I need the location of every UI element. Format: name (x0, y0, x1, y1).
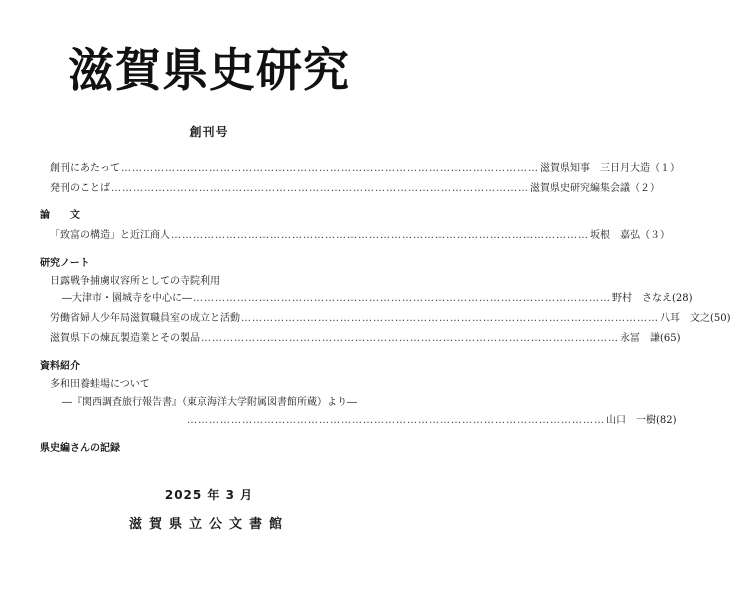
toc-entry-page: (28) (672, 293, 693, 304)
toc-entry-note-3 (50, 332, 681, 346)
toc-entry-page: （１） (650, 163, 680, 174)
leader-dots: …………………………………………………………………………………………………… (171, 230, 589, 241)
toc-entry-title: 発刊のことば (50, 183, 110, 194)
leader-dots: …………………………………………………………………………………………………… (193, 293, 611, 304)
journal-title: 滋賀県史研究 (68, 43, 350, 97)
toc-entry-author: 八耳 文之 (660, 313, 710, 324)
toc-entry-subtitle: ―『関西調査旅行報告書』（東京海洋大学附属図書館所蔵）より― (62, 397, 357, 408)
section-heading-research-notes: 研究ノート (40, 258, 90, 269)
section-heading-records: 県史編さんの記録 (40, 443, 120, 454)
toc-entry-title: 「致富の構造」と近江商人 (50, 230, 170, 241)
toc-entry-author: 山口 一樹 (606, 415, 656, 426)
toc-entry-title: 労働省婦人少年局滋賀職員室の成立と活動 (50, 313, 240, 324)
leader-dots: …………………………………………………………………………………………………… (111, 183, 529, 194)
toc-entry-author: 永冨 謙 (620, 333, 660, 344)
toc-entry-title: 創刊にあたって (50, 163, 120, 174)
publication-date: 2025 年 3 月 (164, 488, 254, 502)
toc-entry-title: 日露戦争捕虜収容所としての寺院利用 (50, 276, 220, 287)
toc-entry-author: 滋賀県史研究編集会議 (530, 183, 630, 194)
leader-dots: …………………………………………………………………………………………………… (201, 333, 619, 344)
toc-entry-author: 滋賀県知事 三日月大造 (540, 163, 650, 174)
leader-dots: …………………………………………………………………………………………………… (241, 313, 659, 324)
toc-entry-article (50, 229, 670, 243)
toc-entry-author: 坂根 嘉弘 (590, 230, 640, 241)
section-heading-materials: 資料紹介 (40, 361, 80, 372)
toc-entry-note-2 (50, 312, 731, 326)
toc-entry-launch-words (50, 182, 660, 196)
toc-entry-title: 滋賀県下の煉瓦製造業とその製品 (50, 333, 200, 344)
publisher-name: 滋賀県立公文書館 (128, 517, 289, 532)
toc-entry-page: (65) (660, 333, 681, 344)
toc-entry-author: 野村 さなえ (612, 293, 672, 304)
toc-entry-foreword (50, 162, 680, 176)
toc-entry-title: 多和田養蛙場について (50, 379, 150, 390)
toc-entry-material (186, 414, 677, 428)
toc-entry-page: (82) (656, 415, 677, 426)
toc-entry-page: (50) (710, 313, 731, 324)
leader-dots: …………………………………………………………………………………………………… (187, 415, 605, 426)
section-heading-articles: 論 文 (40, 210, 80, 221)
toc-entry-subtitle: ―大津市・園城寺を中心に― (62, 293, 192, 304)
leader-dots: …………………………………………………………………………………………………… (121, 163, 539, 174)
issue-label: 創刊号 (189, 125, 229, 139)
toc-entry-note-1 (62, 292, 693, 306)
toc-entry-page: （２） (630, 183, 660, 194)
toc-entry-page: （３） (640, 230, 670, 241)
